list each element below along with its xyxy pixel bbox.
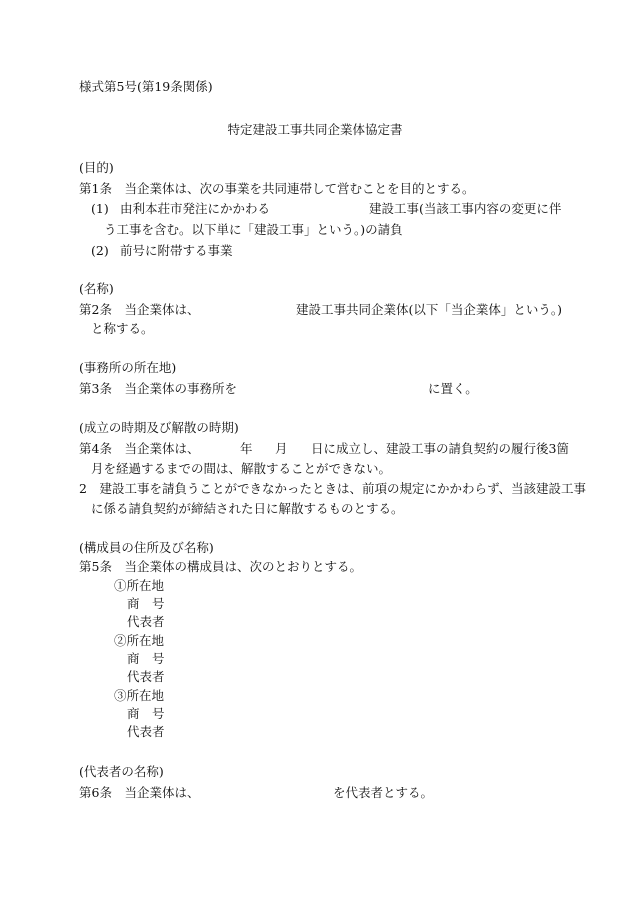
- member1-trade-name-label: 商 号: [127, 596, 165, 611]
- article4-paragraph2: 2 建設工事を請負うことができなかったときは、前項の規定にかかわらず、当該建設工事: [79, 481, 586, 496]
- article1-item1-cont: う工事を含む。以下単に「建設工事」という。)の請負: [104, 222, 403, 237]
- article3-text-a: 第3条 当企業体の事務所を: [79, 381, 237, 396]
- member3-representative-label: 代表者: [127, 724, 165, 739]
- article5-heading: (構成員の住所及び名称): [79, 540, 214, 555]
- member2-address-label: ②所在地: [114, 633, 165, 648]
- member1-representative-label: 代表者: [127, 614, 165, 629]
- article6-heading: (代表者の名称): [79, 764, 164, 779]
- member2-trade-name-label: 商 号: [127, 651, 165, 666]
- article3-heading: (事務所の所在地): [79, 360, 177, 375]
- article1-item2-label: (2): [91, 243, 109, 258]
- article4-text-b: 日に成立し、建設工事の請負契約の履行後3箇: [311, 441, 569, 456]
- form-label: 様式第5号(第19条関係): [79, 79, 213, 94]
- article4-text-a: 第4条 当企業体は、: [79, 441, 200, 456]
- article5-text: 第5条 当企業体の構成員は、次のとおりとする。: [79, 559, 362, 574]
- article1-item1-text-a: 由利本荘市発注にかかわる: [120, 201, 271, 216]
- member1-address-label: ①所在地: [114, 578, 165, 593]
- article2-text-b: 建設工事共同企業体(以下「当企業体」という。): [296, 302, 563, 317]
- article1-item1-label: (1): [91, 201, 109, 216]
- article1-item1-text-b: 建設工事(当該工事内容の変更に伴: [369, 201, 562, 216]
- member3-address-label: ③所在地: [114, 688, 165, 703]
- article6-text-b: を代表者とする。: [333, 785, 434, 800]
- member2-representative-label: 代表者: [127, 669, 165, 684]
- document-title: 特定建設工事共同企業体協定書: [227, 122, 403, 137]
- article2-text-cont: と称する。: [91, 321, 154, 336]
- article6-text-a: 第6条 当企業体は、: [79, 785, 200, 800]
- article4-text-cont: 月を経過するまでの間は、解散することができない。: [91, 461, 392, 476]
- article2-text-a: 第2条 当企業体は、: [79, 302, 200, 317]
- member3-trade-name-label: 商 号: [127, 706, 165, 721]
- article1-heading: (目的): [79, 160, 114, 175]
- article4-heading: (成立の時期及び解散の時期): [79, 420, 239, 435]
- article4-paragraph2-cont: に係る請負契約が締結された日に解散するものとする。: [91, 501, 404, 516]
- article1-item2-text: 前号に附帯する事業: [120, 243, 233, 258]
- article4-month: 月: [275, 441, 288, 456]
- article4-year: 年: [240, 441, 253, 456]
- article1-text: 第1条 当企業体は、次の事業を共同連帯して営むことを目的とする。: [79, 181, 475, 196]
- article3-text-b: に置く。: [428, 381, 478, 396]
- article2-heading: (名称): [79, 281, 114, 296]
